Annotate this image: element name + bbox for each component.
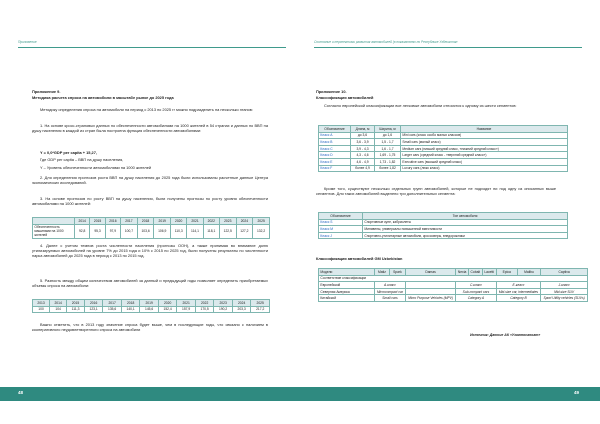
table-row — [319, 132, 568, 139]
left-header-rule — [18, 47, 286, 48]
table-cell: Соответствие классификации — [319, 275, 588, 282]
left-paragraph-4: 3. На основе прогнозов по росту ВВП на душу населения, были получены прогнозы по росту уровня обеспеченности автомобилями на 1000 жителей: — [32, 196, 268, 207]
source-note: Источник: Данные АК «Узавтосаноат» — [470, 333, 541, 337]
column-header: Matiz — [375, 269, 390, 276]
table-cell: Mid-size car, intermediates — [496, 288, 541, 295]
table-cell: 217,2 — [251, 306, 270, 313]
table-cell — [405, 282, 455, 289]
provision-table — [32, 217, 270, 239]
euro-class-table — [318, 125, 568, 172]
table-cell: 145,6 — [140, 306, 159, 313]
table-cell: 110,3 — [171, 224, 187, 239]
table-cell: Sub-compact cars — [456, 288, 496, 295]
table-cell: Mini cars (класс особо малых классов) — [401, 132, 568, 139]
year-header: 2017 — [103, 300, 122, 307]
table-cell: 106,9 — [154, 224, 171, 239]
appendix-10-title: Приложение 10. — [316, 89, 347, 94]
table-cell: Спортивные купе, кабриолеты — [363, 219, 568, 226]
appendix-9-subtitle: Методика расчета спроса на автомобили в масштабе рынке до 2025 года — [32, 95, 174, 100]
table-cell: Mid-size SUV — [541, 288, 588, 295]
table-row — [319, 282, 588, 289]
year-header: 2016 — [105, 218, 120, 225]
column-header: Модели — [319, 269, 375, 276]
table-cell: 1,73 - 1,82 — [375, 158, 401, 165]
table-row — [319, 165, 568, 172]
column-header: Обозначение — [319, 126, 351, 133]
gm-class-table — [318, 268, 588, 302]
table-cell: Microcompact car — [375, 288, 406, 295]
class-link[interactable]: Класс B — [319, 139, 351, 146]
table-row — [319, 288, 588, 295]
table-cell: 118,1 — [203, 224, 219, 239]
right-header-rule — [314, 47, 582, 48]
table-row — [319, 139, 568, 146]
table-cell: 140,1 — [121, 306, 140, 313]
column-header: Ширина, м — [375, 126, 401, 133]
class-link[interactable]: Класс M — [319, 226, 363, 233]
table-cell: Executive cars (высший средний класс) — [401, 158, 568, 165]
column-header: Обозначение — [319, 213, 363, 220]
table-cell: Европейской — [319, 282, 375, 289]
table-cell: Small cars — [375, 295, 406, 302]
year-header: 2022 — [203, 218, 219, 225]
right-paragraph-1: Согласно европейской классификации все легковые автомобили относятся к одному из шести сегментов: — [324, 103, 517, 108]
table-cell: до 1,6 — [375, 132, 401, 139]
table-cell: E-класс — [496, 282, 541, 289]
table-cell: Sport Utility vehicles (SUVs) — [541, 295, 588, 302]
table-cell: 114,1 — [187, 224, 203, 239]
extra-class-table — [318, 212, 568, 239]
table-cell: J-класс — [541, 282, 588, 289]
table-cell: 3,9 - 4,3 — [351, 145, 375, 152]
table-cell: Спортивно-утилитарные автомобили, кроссоверы, внедорожники — [363, 232, 568, 239]
table-cell: Micro Purpose Vehicles (MPV) — [405, 295, 455, 302]
class-link[interactable]: Класс D — [319, 152, 351, 159]
year-header: 2018 — [137, 218, 154, 225]
table-cell: 4,6 - 4,9 — [351, 158, 375, 165]
table-cell: 3,6 - 3,9 — [351, 139, 375, 146]
left-paragraph-5: 4. Далее с учетом темпов роста численности населения (прогнозы ООН), а также принимая во внимание долю утилизируемых автомобилей на уровне 7% до 2015 года и 10% с 2015 по 2025 год, были получены результаты по численности парка автомобилей до 2025 года в период с 2013 по 2015 год. — [32, 243, 268, 259]
column-header: Lacetti — [482, 269, 496, 276]
table-cell: 135,6 — [103, 306, 122, 313]
table-cell: 190,2 — [214, 306, 233, 313]
table-cell: 100,7 — [121, 224, 138, 239]
table-header-empty — [33, 218, 75, 225]
year-header: 2019 — [140, 300, 159, 307]
table-cell: Medium cars (низший средний класс, «нижний средний класс») — [401, 145, 568, 152]
class-link[interactable]: Класс C — [319, 145, 351, 152]
year-header: 2022 — [195, 300, 214, 307]
year-header: 2024 — [236, 218, 253, 225]
table-cell: более 1,82 — [375, 165, 401, 172]
table-cell: 127,2 — [236, 224, 253, 239]
left-paragraph-1: Методику определения спроса на автомобили на период с 2013 по 2025 гг можно подразделить на несколько этапов: — [40, 107, 253, 112]
formula-where: Где GDP per capita – ВВП на душу населения, — [40, 157, 124, 162]
column-header: Длина, м — [351, 126, 375, 133]
table-cell: Category B — [496, 295, 541, 302]
table-cell: A-класс — [375, 282, 406, 289]
table-cell: 4,3 - 4,6 — [351, 152, 375, 159]
column-header: Тип автомобиля — [363, 213, 568, 220]
left-paragraph-3: 2. Для определения прогнозов роста ВВП на душу населения до 2025 года были использованы расчетные данные Центра экономических исследований. — [32, 175, 268, 186]
table-cell: Китайской — [319, 295, 375, 302]
table-row — [319, 275, 588, 282]
formula-y: Y – Уровень обеспеченности автомобилями на 1000 жителей — [40, 165, 152, 170]
left-paragraph-6: 5. Разность между общим количеством автомобилей за данный и предыдущий годы позволяет определить приобретаемых объемы спроса на автомобили: — [32, 278, 268, 289]
table-row — [319, 295, 588, 302]
left-running-header: Приложение — [18, 40, 37, 44]
column-header: Название — [401, 126, 568, 133]
table-cell: 95,3 — [90, 224, 105, 239]
gm-table-title: Классификация автомобилей GM Uzbekistan — [316, 256, 403, 261]
table-cell: 100 — [33, 306, 50, 313]
year-header: 2014 — [75, 218, 90, 225]
year-header: 2020 — [158, 300, 177, 307]
right-footer-bar — [300, 387, 600, 401]
right-page-number: 49 — [574, 390, 580, 395]
year-header: 2024 — [232, 300, 251, 307]
appendix-10-subtitle: Классификация автомобилей — [316, 95, 374, 100]
year-header: 2015 — [90, 218, 105, 225]
class-link[interactable]: Класс J — [319, 232, 363, 239]
class-link[interactable]: Класс S — [319, 219, 363, 226]
table-cell: 157,9 — [177, 306, 196, 313]
table-cell: 97,9 — [105, 224, 120, 239]
table-cell: 122,5 — [219, 224, 236, 239]
column-header: Epica — [496, 269, 517, 276]
year-header: 2020 — [171, 218, 187, 225]
table-cell: 170,5 — [195, 306, 214, 313]
table-row — [319, 226, 568, 233]
table-cell: 92,8 — [75, 224, 90, 239]
table-cell: Северная Америка — [319, 288, 375, 295]
table-cell: Минивены, универсалы повышенной вместимости — [363, 226, 568, 233]
year-header: 2023 — [219, 218, 236, 225]
table-cell: C-класс — [456, 282, 496, 289]
column-header: Malibu — [517, 269, 541, 276]
column-header: Cobalt — [468, 269, 482, 276]
year-header: 2021 — [187, 218, 203, 225]
year-header: 2018 — [121, 300, 140, 307]
table-row — [319, 145, 568, 152]
table-cell: Larger cars (средний класс - «верхний средний класс») — [401, 152, 568, 159]
left-footer-bar — [0, 387, 300, 401]
table-cell: более 4,9 — [351, 165, 375, 172]
year-header: 2025 — [251, 300, 270, 307]
table-cell: 1,5 - 1,7 — [375, 139, 401, 146]
table-cell: до 3,6 — [351, 132, 375, 139]
table-cell: 104 — [50, 306, 67, 313]
table-cell: 1,6 - 1,7 — [375, 145, 401, 152]
column-header: Nexia — [456, 269, 469, 276]
year-header: 2014 — [50, 300, 67, 307]
column-header: Damas — [405, 269, 455, 276]
year-header: 2016 — [84, 300, 103, 307]
year-header: 2013 — [33, 300, 50, 307]
row-label: Обеспеченность машинами на 1000 жителей — [33, 224, 75, 239]
left-page-number: 48 — [18, 390, 24, 395]
table-row — [319, 219, 568, 226]
table-cell: 103,6 — [137, 224, 154, 239]
right-running-header: Состояние и перспективы развития автомобилей (в показателях по Республике Узбекистан — [314, 40, 458, 44]
year-header: 2017 — [121, 218, 138, 225]
class-link[interactable]: Класс A — [319, 132, 351, 139]
table-cell: 132,2 — [253, 224, 270, 239]
left-paragraph-2: 1. На основе кросс-страновых данных по обеспеченности автомобилями на 1000 жителей в 54 странах и данных по ВВП на душу населения в каждой из стран была построена функция обеспеченности автомобилями: — [32, 123, 268, 134]
table-row — [319, 152, 568, 159]
demand-table — [32, 299, 270, 313]
column-header: Spark — [389, 269, 405, 276]
table-cell: Small cars (малый класс) — [401, 139, 568, 146]
column-header: Captiva — [541, 269, 588, 276]
year-header: 2021 — [177, 300, 196, 307]
year-header: 2019 — [154, 218, 171, 225]
year-header: 2023 — [214, 300, 233, 307]
table-cell: 111,3 — [67, 306, 85, 313]
left-paragraph-7: Важно отметить, что в 2013 году значение спроса будет выше, чем в последующие годы, что связано с наличием в кооперативного неудовлетворенного спроса на автомобили — [32, 322, 268, 333]
table-cell: Category A — [456, 295, 496, 302]
class-link[interactable]: Класс F — [319, 165, 351, 172]
table-cell: 203,3 — [232, 306, 251, 313]
year-header: 2025 — [253, 218, 270, 225]
right-page — [300, 0, 600, 424]
year-header: 2015 — [67, 300, 85, 307]
appendix-9-title: Приложение 9. — [32, 89, 61, 94]
table-cell: 1,69 - 1,75 — [375, 152, 401, 159]
table-row — [319, 232, 568, 239]
right-paragraph-2: Кроме того, существуют несколько отдельных групп автомобилей, которые не подходят ни под одну из описанных выше сегментов. Для таких автомобилей выделено три дополнительных сегмента: — [316, 186, 556, 197]
table-cell: 123,1 — [84, 306, 103, 313]
table-cell: 152,4 — [158, 306, 177, 313]
class-link[interactable]: Класс E — [319, 158, 351, 165]
table-cell — [405, 288, 455, 295]
formula: Y = 0,0*GDP per capita + 15,27, — [40, 150, 97, 155]
table-cell: Luxury cars (люкс класс) — [401, 165, 568, 172]
table-row — [319, 158, 568, 165]
